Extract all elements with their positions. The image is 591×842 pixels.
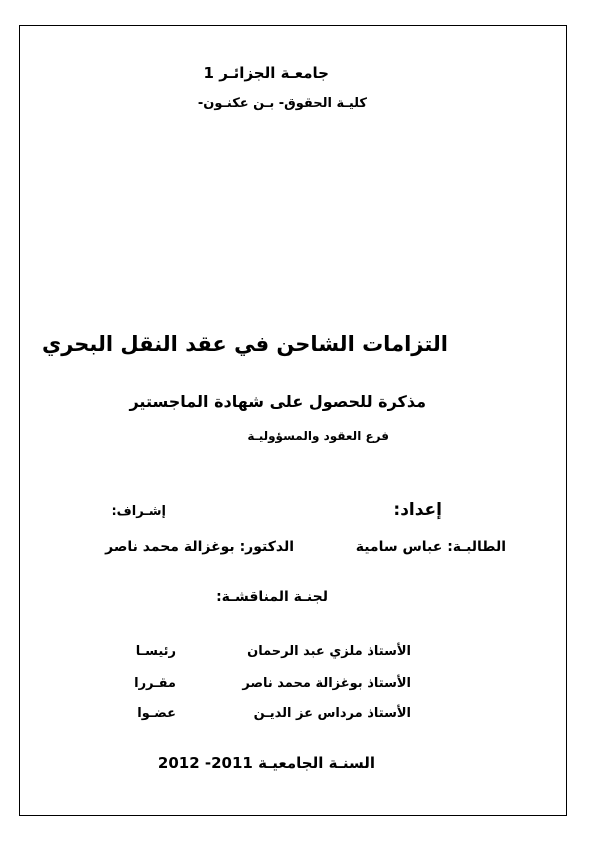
- thesis-title: التزامات الشاحن في عقد النقل البحري: [41, 332, 448, 356]
- thesis-subtitle: مذكرة للحصول على شهادة الماجستير: [129, 392, 426, 411]
- committee-member-role: مقـررا: [134, 676, 176, 691]
- committee-member-role: رئيسـا: [135, 644, 176, 659]
- committee-member-name: الأستاذ ملزي عبد الرحمان: [247, 644, 411, 659]
- thesis-branch: فرع العقود والمسؤوليـة: [247, 429, 389, 443]
- committee-member-role: عضـوا: [137, 706, 176, 721]
- committee-label: لجنـة المناقشـة:: [216, 589, 328, 605]
- committee-member-name: الأستاذ بوغزالة محمد ناصر: [242, 676, 411, 691]
- student-name: الطالبـة: عباس سامية: [355, 539, 506, 555]
- supervision-label: إشـراف:: [111, 504, 166, 519]
- committee-member-name: الأستاذ مرداس عز الديـن: [253, 706, 411, 721]
- supervisor-name: الدكتور: بوغزالة محمد ناصر: [105, 539, 294, 555]
- page-border: [19, 25, 567, 816]
- prepared-by-label: إعداد:: [393, 500, 442, 520]
- university-name: جامعـة الجزائـر 1: [203, 64, 329, 82]
- faculty-name: كليـة الحقوق- بـن عكنـون-: [197, 96, 367, 111]
- academic-year: السنـة الجامعيـة 2011- 2012: [157, 754, 375, 772]
